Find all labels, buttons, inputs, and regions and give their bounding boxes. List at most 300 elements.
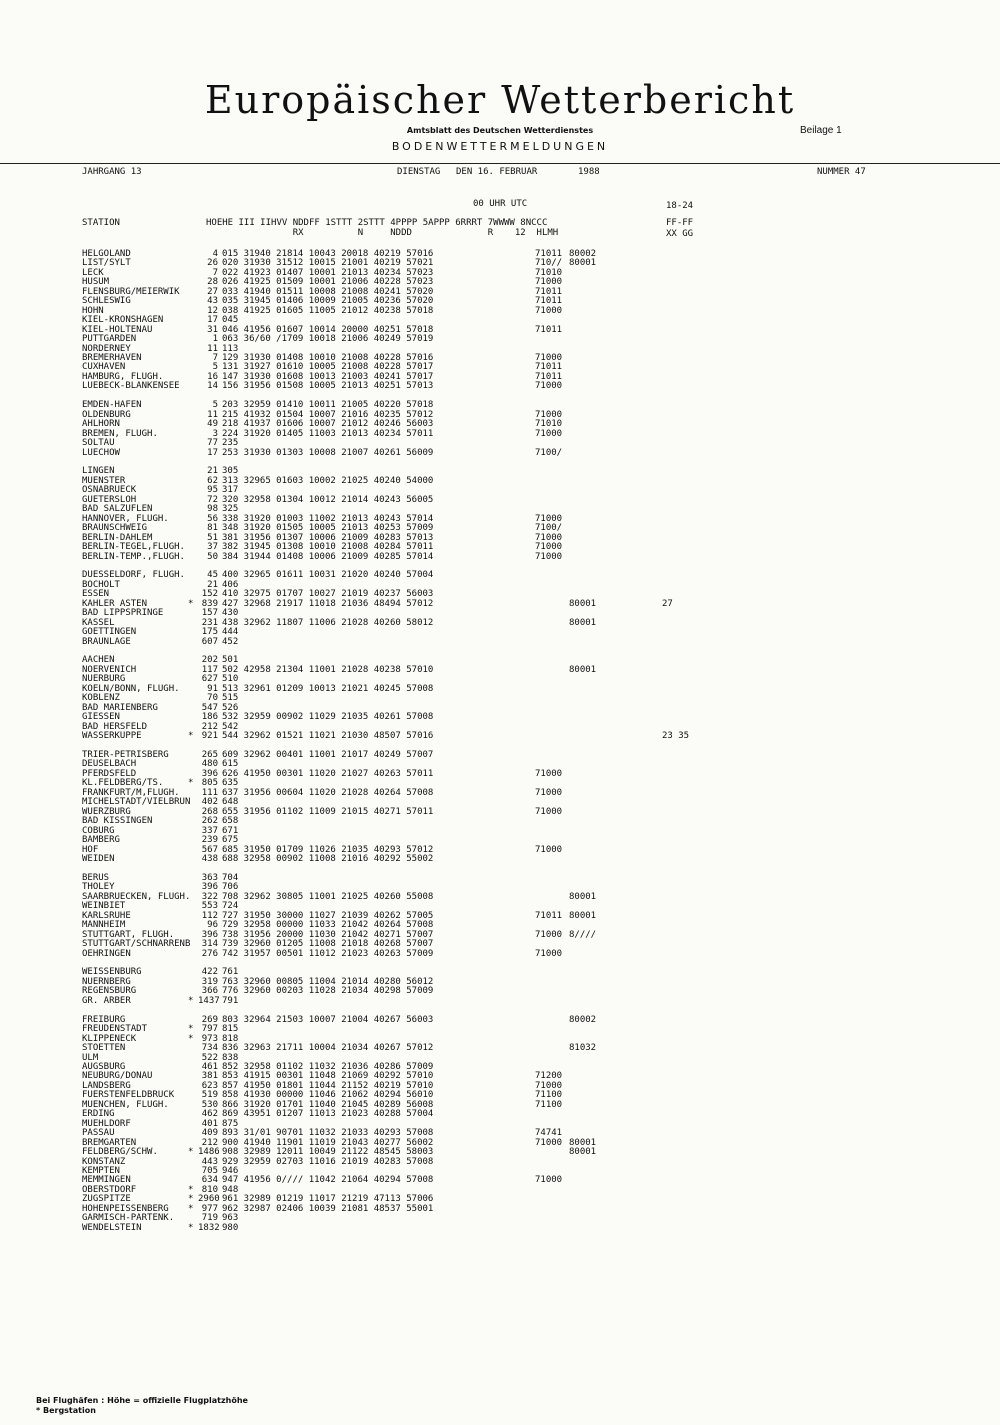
elevation: 977 — [201, 1203, 218, 1214]
table-row — [0, 1176, 1000, 1185]
elevation: 461 — [201, 1061, 218, 1072]
synop-groups: 452 — [222, 636, 239, 647]
group-separator — [0, 864, 1000, 873]
gust-group: 27 — [662, 598, 673, 609]
table-row — [0, 1167, 1000, 1176]
synop-groups: 708 32962 30805 11001 21025 40260 55008 — [222, 891, 434, 902]
table-row — [0, 874, 1000, 883]
synop-groups: 203 32959 01410 10011 21005 40220 57018 — [222, 400, 434, 411]
elevation: 522 — [201, 1052, 218, 1063]
cloud-group: 80001 — [569, 598, 597, 609]
elevation: 319 — [201, 976, 218, 987]
table-row — [0, 449, 1000, 458]
weekday: DIENSTAG — [397, 167, 441, 177]
station-name: KLIPPENECK — [82, 1033, 137, 1044]
station-name: MUEHLDORF — [82, 1118, 131, 1129]
elevation: 72 — [207, 494, 218, 505]
elevation: 530 — [201, 1099, 218, 1110]
station-name: ERDING — [82, 1109, 115, 1120]
station-name: BREMERHAVEN — [82, 352, 142, 363]
table-row — [0, 1110, 1000, 1119]
weather-group: 71000 — [535, 277, 563, 288]
weather-group: 71100 — [535, 1099, 563, 1110]
weather-group: 71000 — [535, 1137, 563, 1148]
synop-groups: 791 — [222, 995, 239, 1006]
station-name: FREIBURG — [82, 1014, 126, 1025]
header-divider — [0, 163, 1000, 164]
synop-groups: 038 41925 01605 11005 21012 40238 57018 — [222, 305, 434, 316]
station-name: NORDERNEY — [82, 343, 131, 354]
synop-groups: 609 32962 00401 11001 21017 40249 57007 — [222, 750, 434, 761]
weather-group: 71011 — [535, 371, 563, 382]
synop-groups: 875 — [222, 1118, 239, 1129]
weather-group: 71010 — [535, 267, 563, 278]
elevation: 81 — [207, 523, 218, 534]
synop-groups: 026 41925 01509 10001 21006 40228 57023 — [222, 277, 434, 288]
elevation: 45 — [207, 570, 218, 581]
station-name: LECK — [82, 267, 104, 278]
supplement-label: Beilage 1 — [800, 125, 842, 136]
table-row — [0, 751, 1000, 760]
synop-groups: 688 32958 00902 11008 21016 40292 55002 — [222, 854, 434, 864]
station-name: OLDENBURG — [82, 409, 131, 420]
table-row — [0, 760, 1000, 769]
station-name: OSNABRUECK — [82, 485, 137, 496]
elevation: 7 — [212, 267, 218, 278]
elevation: 409 — [201, 1128, 218, 1139]
synop-groups: 224 31920 01405 11003 21013 40234 57011 — [222, 428, 434, 439]
weather-group: 71000 — [535, 551, 563, 562]
synop-groups: 838 — [222, 1052, 239, 1063]
elevation: 21 — [207, 466, 218, 477]
elevation: 95 — [207, 485, 218, 496]
cloud-group: 80001 — [569, 258, 597, 269]
table-row — [0, 1054, 1000, 1063]
footnote-mountain: * Bergstation — [36, 1406, 96, 1415]
synop-groups: 156 31956 01508 10005 21013 40251 57013 — [222, 381, 434, 392]
weather-group: 71011 — [535, 286, 563, 297]
synop-groups: 946 — [222, 1165, 239, 1176]
cloud-group: 8//// — [569, 929, 597, 940]
elevation: 96 — [207, 920, 218, 931]
table-row — [0, 732, 1000, 741]
weather-group: 71000 — [535, 768, 563, 779]
synop-groups: 113 — [222, 343, 239, 354]
synop-groups: 218 41937 01606 10007 21012 40246 56003 — [222, 419, 434, 430]
synop-groups: 215 41932 01504 10007 21016 40235 57012 — [222, 409, 434, 420]
mountain-marker: * — [188, 1024, 194, 1035]
synop-groups: 532 32959 00902 11029 21035 40261 57008 — [222, 712, 434, 723]
volume-label: JAHRGANG 13 — [82, 167, 142, 177]
station-name: LIST/SYLT — [82, 258, 131, 269]
synop-groups: 384 31944 01408 10006 21009 40285 57014 — [222, 551, 434, 562]
synop-groups: 410 32975 01707 10027 21019 40237 56003 — [222, 589, 434, 600]
cloud-group: 80001 — [569, 1137, 597, 1148]
weather-group: 71000 — [535, 542, 563, 553]
synop-groups: 655 31956 01102 11009 21015 40271 57011 — [222, 806, 434, 817]
elevation: 17 — [207, 315, 218, 326]
column-header-row2: RX N NDDD R 12 HLMH — [206, 228, 559, 238]
elevation: 5 — [212, 400, 218, 411]
elevation: 265 — [201, 750, 218, 761]
table-row — [0, 950, 1000, 959]
elevation: 553 — [201, 901, 218, 912]
station-name: KL.FELDBERG/TS. — [82, 778, 164, 789]
station-name: BAD HERSFELD — [82, 721, 148, 732]
mountain-marker: * — [188, 1184, 194, 1195]
elevation: 3 — [212, 428, 218, 439]
weather-group: 71011 — [535, 910, 563, 921]
synop-groups: 317 — [222, 485, 239, 496]
synop-groups: 739 32960 01205 11008 21018 40268 57007 — [222, 939, 434, 950]
table-row — [0, 893, 1000, 902]
elevation: 366 — [201, 986, 218, 997]
cloud-group: 80001 — [569, 910, 597, 921]
synop-groups: 046 41956 01607 10014 20000 40251 57018 — [222, 324, 434, 335]
synop-groups: 776 32960 00203 11028 21034 40298 57009 — [222, 986, 434, 997]
elevation: 363 — [201, 872, 218, 883]
station-name: WEISSENBURG — [82, 967, 142, 978]
station-name: AACHEN — [82, 655, 115, 666]
weather-group: 71000 — [535, 305, 563, 316]
elevation: 623 — [201, 1080, 218, 1091]
weather-group: 71000 — [535, 787, 563, 798]
elevation: 26 — [207, 258, 218, 269]
synop-groups: 803 32964 21503 10007 21004 40267 56003 — [222, 1014, 434, 1025]
synop-groups: 406 — [222, 579, 239, 590]
synop-groups: 348 31920 01505 10005 21013 40253 57009 — [222, 523, 434, 534]
elevation: 157 — [201, 608, 218, 619]
station-name: HOF — [82, 844, 99, 855]
synop-groups: 320 32958 01304 10012 21014 40243 56005 — [222, 494, 434, 505]
elevation: 396 — [201, 882, 218, 893]
weather-group: 71010 — [535, 419, 563, 430]
group-separator — [0, 392, 1000, 401]
station-name: LUEBECK-BLANKENSEE — [82, 381, 180, 392]
station-name: BAMBERG — [82, 835, 120, 846]
elevation: 422 — [201, 967, 218, 978]
synop-groups: 615 — [222, 759, 239, 770]
synop-groups: 729 32958 00000 11033 21042 40264 57008 — [222, 920, 434, 931]
synop-groups: 724 — [222, 901, 239, 912]
synop-groups: 305 — [222, 466, 239, 477]
elevation: 51 — [207, 532, 218, 543]
elevation: 462 — [201, 1109, 218, 1120]
synop-groups: 853 41915 00301 11048 21069 40292 57010 — [222, 1071, 434, 1082]
synop-groups: 761 — [222, 967, 239, 978]
elevation: 480 — [201, 759, 218, 770]
time-label: 00 UHR UTC — [473, 199, 528, 209]
elevation: 70 — [207, 693, 218, 704]
table-row — [0, 638, 1000, 647]
synop-groups: 626 41950 00301 11020 21027 40263 57011 — [222, 768, 434, 779]
elevation: 112 — [201, 910, 218, 921]
table-row — [0, 1072, 1000, 1081]
table-row — [0, 439, 1000, 448]
table-row — [0, 354, 1000, 363]
station-name: THOLEY — [82, 882, 115, 893]
gust-group: 23 35 — [662, 731, 690, 742]
cloud-group: 80001 — [569, 664, 597, 675]
synop-groups: 400 32965 01611 10031 21020 40240 57004 — [222, 570, 434, 581]
synop-groups: 427 32968 21917 11018 21036 48494 57012 — [222, 598, 434, 609]
synop-groups: 338 31920 01003 11002 21013 40243 57014 — [222, 513, 434, 524]
synop-groups: 893 31/01 90701 11032 21033 40293 57008 — [222, 1128, 434, 1139]
station-name: HUSUM — [82, 277, 110, 288]
elevation: 31 — [207, 324, 218, 335]
mountain-marker: * — [188, 1147, 194, 1158]
synop-groups: 962 32987 02406 10039 21081 48537 55001 — [222, 1203, 434, 1214]
station-name: BAD MARIENBERG — [82, 702, 158, 713]
elevation: 11 — [207, 343, 218, 354]
elevation: 337 — [201, 825, 218, 836]
station-name: WEINBIET — [82, 901, 126, 912]
station-name: PASSAU — [82, 1128, 115, 1139]
table-row — [0, 259, 1000, 268]
station-name: FELDBERG/SCHW. — [82, 1147, 158, 1158]
weather-group: 71100 — [535, 1090, 563, 1101]
elevation: 262 — [201, 816, 218, 827]
elevation: 21 — [207, 579, 218, 590]
station-name: MUENCHEN, FLUGH. — [82, 1099, 169, 1110]
station-name: KONSTANZ — [82, 1156, 126, 1167]
station-name: BAD SALZUFLEN — [82, 504, 153, 515]
table-row — [0, 486, 1000, 495]
elevation: 443 — [201, 1156, 218, 1167]
station-name: KASSEL — [82, 617, 115, 628]
station-name: LANDSBERG — [82, 1080, 131, 1091]
page-title: Europäischer Wetterbericht — [204, 78, 796, 122]
station-name: BREMEN, FLUGH. — [82, 428, 158, 439]
table-row — [0, 250, 1000, 259]
elevation: 705 — [201, 1165, 218, 1176]
station-name: FLENSBURG/MEIERWIK — [82, 286, 180, 297]
report-year: 1988 — [578, 167, 600, 177]
elevation: 231 — [201, 617, 218, 628]
synop-groups: 908 32989 12011 10049 21122 48545 58003 — [222, 1147, 434, 1158]
station-name: GUETERSLOH — [82, 494, 137, 505]
synop-groups: 515 — [222, 693, 239, 704]
station-name: KIEL-KRONSHAGEN — [82, 315, 164, 326]
station-name: MUENSTER — [82, 475, 126, 486]
group-separator — [0, 458, 1000, 467]
elevation: 239 — [201, 835, 218, 846]
table-row — [0, 968, 1000, 977]
synop-groups: 852 32958 01102 11032 21036 40286 57009 — [222, 1061, 434, 1072]
weather-group: 71000 — [535, 381, 563, 392]
table-row — [0, 1214, 1000, 1223]
synop-groups: 869 43951 01207 11013 21023 40288 57004 — [222, 1109, 434, 1120]
mountain-marker: * — [188, 995, 194, 1006]
synop-groups: 235 — [222, 438, 239, 449]
elevation: 276 — [201, 948, 218, 959]
elevation: 519 — [201, 1090, 218, 1101]
station-name: LUECHOW — [82, 447, 120, 458]
table-row — [0, 609, 1000, 618]
synop-groups: 818 — [222, 1033, 239, 1044]
table-row — [0, 430, 1000, 439]
elevation: 1437 — [198, 995, 220, 1006]
elevation: 111 — [201, 787, 218, 798]
elevation: 5 — [212, 362, 218, 373]
issue-number: NUMMER 47 — [817, 167, 866, 177]
mountain-marker: * — [188, 598, 194, 609]
synop-groups: 947 41956 0//// 11042 21064 40294 57008 — [222, 1175, 434, 1186]
elevation: 98 — [207, 504, 218, 515]
table-row — [0, 628, 1000, 637]
synop-groups: 685 31950 01709 11026 21035 40293 57012 — [222, 844, 434, 855]
elevation: 186 — [201, 712, 218, 723]
station-name: HOHENPEISSENBERG — [82, 1203, 169, 1214]
cloud-group: 80002 — [569, 249, 597, 259]
station-name: GOETTINGEN — [82, 627, 137, 638]
synop-groups: 501 — [222, 655, 239, 666]
elevation: 401 — [201, 1118, 218, 1129]
weather-group: 74741 — [535, 1128, 563, 1139]
station-name: SCHLESWIG — [82, 296, 131, 307]
table-row — [0, 1224, 1000, 1233]
table-row — [0, 590, 1000, 599]
table-row — [0, 515, 1000, 524]
synop-groups: 929 32959 02703 11016 21019 40283 57008 — [222, 1156, 434, 1167]
station-name: KOBLENZ — [82, 693, 120, 704]
table-row — [0, 1120, 1000, 1129]
station-name: BRAUNSCHWEIG — [82, 523, 148, 534]
table-row — [0, 411, 1000, 420]
group-separator — [0, 959, 1000, 968]
synop-groups: 658 — [222, 816, 239, 827]
elevation: 402 — [201, 797, 218, 808]
mountain-marker: * — [188, 1222, 194, 1233]
elevation: 4 — [212, 249, 218, 259]
station-header: STATION — [82, 218, 120, 228]
synop-groups: 963 — [222, 1213, 239, 1224]
table-row — [0, 1025, 1000, 1034]
mountain-marker: * — [188, 1194, 194, 1205]
station-name: AUGSBURG — [82, 1061, 126, 1072]
elevation: 396 — [201, 929, 218, 940]
section-title: BODENWETTERMELDUNGEN — [391, 140, 609, 153]
station-name: REGENSBURG — [82, 986, 137, 997]
table-row — [0, 902, 1000, 911]
elevation: 43 — [207, 296, 218, 307]
weather-group: 71200 — [535, 1071, 563, 1082]
station-name: WENDELSTEIN — [82, 1222, 142, 1233]
station-name: OEHRINGEN — [82, 948, 131, 959]
synop-groups: 635 — [222, 778, 239, 789]
elevation: 2960 — [198, 1194, 220, 1205]
synop-groups: 637 31956 00604 11020 21028 40264 57008 — [222, 787, 434, 798]
station-name: KARLSRUHE — [82, 910, 131, 921]
synop-groups: 727 31950 30000 11027 21039 40262 57005 — [222, 910, 434, 921]
synop-groups: 738 31956 20000 11030 21042 40271 57007 — [222, 929, 434, 940]
synop-groups: 900 41940 11901 11019 21043 40277 56002 — [222, 1137, 434, 1148]
elevation: 805 — [201, 778, 218, 789]
elevation: 797 — [201, 1024, 218, 1035]
station-name: EMDEN-HAFEN — [82, 400, 142, 411]
table-row — [0, 335, 1000, 344]
elevation: 1 — [212, 334, 218, 345]
elevation: 91 — [207, 683, 218, 694]
synop-groups: 526 — [222, 702, 239, 713]
synop-groups: 513 32961 01209 10013 21021 40245 57008 — [222, 683, 434, 694]
elevation: 268 — [201, 806, 218, 817]
synop-groups: 035 31945 01406 10009 21005 40236 57020 — [222, 296, 434, 307]
table-row — [0, 288, 1000, 297]
station-name: BAD LIPPSPRINGE — [82, 608, 164, 619]
table-row — [0, 978, 1000, 987]
table-row — [0, 940, 1000, 949]
table-row — [0, 1101, 1000, 1110]
elevation: 7 — [212, 352, 218, 363]
station-name: ZUGSPITZE — [82, 1194, 131, 1205]
table-row — [0, 1016, 1000, 1025]
station-name: DUESSELDORF, FLUGH. — [82, 570, 185, 581]
station-name: MICHELSTADT/VIELBRUN — [82, 797, 191, 808]
period-label: 18-24 — [666, 201, 694, 211]
table-row — [0, 326, 1000, 335]
weather-group: 71011 — [535, 324, 563, 335]
synop-groups: 542 — [222, 721, 239, 732]
elevation: 77 — [207, 438, 218, 449]
table-row — [0, 855, 1000, 864]
station-name: BOCHOLT — [82, 579, 120, 590]
station-name: GIESSEN — [82, 712, 120, 723]
station-name: DEUSELBACH — [82, 759, 137, 770]
table-row — [0, 571, 1000, 580]
synop-groups: 858 41930 00000 11046 21062 40294 56010 — [222, 1090, 434, 1101]
elevation: 50 — [207, 551, 218, 562]
synop-groups: 020 31930 31512 10015 21001 40219 57021 — [222, 258, 434, 269]
elevation: 37 — [207, 542, 218, 553]
synop-groups: 815 — [222, 1024, 239, 1035]
table-row — [0, 817, 1000, 826]
elevation: 719 — [201, 1213, 218, 1224]
elevation: 62 — [207, 475, 218, 486]
table-row — [0, 345, 1000, 354]
station-name: WASSERKUPPE — [82, 731, 142, 742]
cloud-group: 80001 — [569, 617, 597, 628]
subtitle: Amtsblatt des Deutschen Wetterdienstes — [406, 126, 594, 135]
cloud-group: 80001 — [569, 1147, 597, 1158]
elevation: 1832 — [198, 1222, 220, 1233]
synop-groups: 961 32989 01219 11017 21219 47113 57006 — [222, 1194, 434, 1205]
elevation: 152 — [201, 589, 218, 600]
station-name: LINGEN — [82, 466, 115, 477]
weather-group: 71000 — [535, 948, 563, 959]
table-row — [0, 846, 1000, 855]
station-name: KIEL-HOLTENAU — [82, 324, 153, 335]
station-name: BERLIN-TEGEL,FLUGH. — [82, 542, 185, 553]
elevation: 12 — [207, 305, 218, 316]
elevation: 27 — [207, 286, 218, 297]
station-name: WEIDEN — [82, 854, 115, 864]
synop-groups: 382 31945 01308 10010 21008 40284 57011 — [222, 542, 434, 553]
synop-groups: 022 41923 01407 10001 21013 40234 57023 — [222, 267, 434, 278]
table-row — [0, 581, 1000, 590]
elevation: 28 — [207, 277, 218, 288]
table-row — [0, 827, 1000, 836]
station-name: STUTTGART, FLUGH. — [82, 929, 175, 940]
elevation: 839 — [201, 598, 218, 609]
synop-groups: 045 — [222, 315, 239, 326]
synop-groups: 671 — [222, 825, 239, 836]
station-name: PUTTGARDEN — [82, 334, 137, 345]
station-name: SAARBRUECKEN, FLUGH. — [82, 891, 191, 902]
station-name: NOERVENICH — [82, 664, 137, 675]
table-row — [0, 1186, 1000, 1195]
table-row — [0, 382, 1000, 391]
